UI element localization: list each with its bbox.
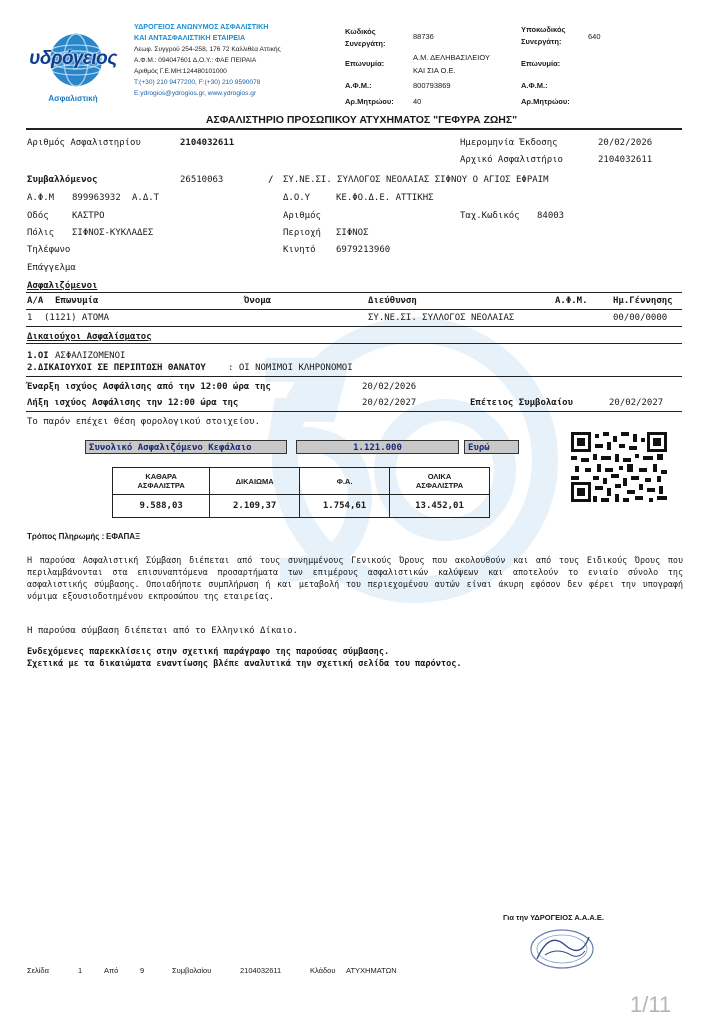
subpartner-code-label: Υποκωδικός Συνεργάτη: (521, 25, 566, 46)
title-divider (26, 128, 682, 130)
insured-heading: Ασφαλιζόμενοι (27, 281, 98, 291)
logo-subtitle: Ασφαλιστική (48, 94, 98, 103)
footer-of-label: Από (104, 966, 119, 975)
insured-row-dob: 00/00/0000 (613, 313, 668, 323)
beneficiary-2-label: 2.ΔΙΚΑΙΟΥΧΟΙ ΣΕ ΠΕΡΙΠΤΩΣΗ ΘΑΝΑΤΟΥ (27, 363, 206, 373)
company-email: E:ydrogios@ydrogios.gr, www.ydrogios.gr (134, 90, 257, 97)
partner-name-value-1: Α.Μ. ΔΕΛΗΒΑΣΙΛΕΙΟΥ (413, 53, 490, 62)
payment-label: Τρόπος Πληρωμής : (27, 532, 105, 541)
premium-value-fee: 2.109,37 (210, 495, 300, 518)
premium-header-total: ΟΛΙΚΑ ΑΣΦΑΛΙΣΤΡΑ (390, 468, 490, 495)
law-paragraph: Η παρούσα σύμβαση διέπεται από το Ελληνικό Δίκαιο. (27, 626, 298, 636)
subpartner-code-value: 640 (588, 32, 601, 41)
start-label: Έναρξη ισχύος Ασφάλισης από την 12:00 ώρα της (27, 382, 271, 392)
premium-header-tax: Φ.Α. (300, 468, 390, 495)
contractor-postal-label: Ταχ.Κωδικός (460, 211, 520, 221)
beneficiaries-heading: Δικαιούχοι Ασφαλίσματος (27, 332, 152, 342)
deviations-note: Ενδεχόμενες παρεκκλίσεις στην σχετική παράγραφο της παρούσας σύμβασης. (27, 647, 390, 657)
subpartner-name-label: Επωνυμία: (521, 59, 561, 68)
objection-rights-note: Σχετικά με τα δικαιώματα εναντίωσης βλέπε αναλυτικά την σχετική σελίδα του παρόντος. (27, 659, 462, 669)
contractor-street-label: Οδός (27, 211, 49, 221)
issue-date-label: Ημερομηνία Έκδοσης (460, 138, 558, 148)
contractor-area-value: ΣΙΦΝΟΣ (336, 228, 369, 238)
premiums-table (112, 467, 490, 518)
contractor-postal-value: 84003 (537, 211, 565, 221)
contractor-phone-label: Τηλέφωνο (27, 245, 71, 255)
insured-header-dob: Ημ.Γέννησης (613, 296, 673, 306)
partner-code-value: 88736 (413, 32, 434, 41)
insured-top-divider (26, 292, 682, 293)
company-phone: T:(+30) 210 9477200, F:(+30) 210 9590078 (134, 79, 261, 86)
terms-paragraph: Η παρούσα Ασφαλιστική Σύμβαση διέπεται από τους συνημμένους Γενικούς Όρους που ακολουθούν και από τους Ειδικούς Όρους που περιλαμβάνονται στα επισυναπτόμενα προσαρτήματα των επιμέρους ασφαλιστικών καλύψεων και αποτελούν το ενιαίο σύνολο της ασφαλιστικής σύμβασης. Οποιαδήποτε συμπλήρωση ή και μεταβολή του περιεχομένου αυτών είναι άκυρη εφόσον δεν φέρει την υπογραφή νόμιμα εξουσιοδοτημένου εκπροσώπου της εταιρείας. (27, 555, 683, 601)
footer-branch-value: ΑΤΥΧΗΜΑΤΩΝ (346, 966, 397, 975)
company-name-1: ΥΔΡΟΓΕΙΟΣ ΑΝΩΝΥΜΟΣ ΑΣΦΑΛΙΣΤΙΚΗ (134, 22, 269, 31)
insured-bottom-divider (26, 326, 682, 327)
premium-value-net: 9.588,03 (113, 495, 210, 518)
company-name-2: ΚΑΙ ΑΝΤΑΣΦΑΛΙΣΤΙΚΗ ΕΤΑΙΡΕΙΑ (134, 33, 246, 42)
contractor-afm-label: Α.Φ.Μ (27, 193, 55, 203)
insured-row-name: (1121) ΑΤΟΜΑ (44, 313, 110, 323)
beneficiary-2-value: : ΟΙ ΝΟΜΙΜΟΙ ΚΛΗΡΟΝΟΜΟΙ (228, 363, 353, 373)
tax-note: Το παρόν επέχει θέση φορολογικού στοιχείου. (27, 417, 260, 427)
capital-label-box: Συνολικό Ασφαλιζόμενο Κεφάλαιο (85, 440, 287, 454)
contractor-city-label: Πόλις (27, 228, 55, 238)
contractor-city-value: ΣΙΦΝΟΣ-ΚΥΚΛΑΔΕΣ (72, 228, 154, 238)
company-logo (28, 28, 118, 106)
contractor-label: Συμβαλλόμενος (27, 175, 98, 185)
footer-contract-value: 2104032611 (240, 966, 282, 975)
footer-branch-label: Κλάδου (310, 966, 336, 975)
period-bottom-divider (26, 411, 682, 412)
company-info (134, 21, 281, 99)
anniversary-value: 20/02/2027 (609, 398, 664, 408)
contractor-name: ΣΥ.ΝΕ.ΣΙ. ΣΥΛΛΟΓΟΣ ΝΕΟΛΑΙΑΣ ΣΙΦΝΟΥ Ο ΑΓΙΟΣ ΕΦΡΑΙΜ (283, 175, 549, 185)
policy-number-value: 2104032611 (180, 138, 235, 148)
viewer-page-indicator: 1/11 (630, 992, 672, 1017)
start-value: 20/02/2026 (362, 382, 417, 392)
partner-name-value-2: ΚΑΙ ΣΙΑ Ο.Ε. (413, 66, 456, 75)
contractor-slash: / (268, 175, 274, 185)
contractor-street-value: ΚΑΣΤΡΟ (72, 211, 105, 221)
footer-page-label: Σελίδα (27, 966, 49, 975)
insured-header-divider (26, 309, 682, 310)
capital-value-box: 1.121.000 (296, 440, 459, 454)
policy-number-label: Αριθμός Ασφαλιστηρίου (27, 138, 141, 148)
premium-value-total: 13.452,01 (390, 495, 490, 518)
insured-row-address: ΣΥ.ΝΕ.ΣΙ. ΣΥΛΛΟΓΟΣ ΝΕΟΛΑΙΑΣ (368, 313, 515, 323)
partner-reg-value: 40 (413, 97, 422, 106)
contractor-job-label: Επάγγελμα (27, 263, 76, 273)
insured-header-first: Όνομα (244, 296, 272, 306)
initial-policy-label: Αρχικό Ασφαλιστήριο (460, 155, 563, 165)
company-stamp-icon (527, 925, 597, 973)
period-top-divider (26, 376, 682, 377)
contractor-number-label: Αριθμός (283, 211, 321, 221)
premium-value-tax: 1.754,61 (300, 495, 390, 518)
contractor-mobile-value: 6979213960 (336, 245, 391, 255)
company-gemi: Αριθμός Γ.Ε.ΜΗ:124480101000 (134, 68, 227, 75)
partner-afm-label: Α.Φ.Μ.: (345, 81, 372, 90)
insured-header-address: Διεύθυνση (368, 296, 417, 306)
contractor-adt-label: Α.Δ.Τ (132, 193, 160, 203)
contractor-mobile-label: Κινητό (283, 245, 316, 255)
footer-contract-label: Συμβολαίου (172, 966, 212, 975)
issue-date-value: 20/02/2026 (598, 138, 653, 148)
footer-of-value: 9 (140, 966, 145, 975)
qr-code-icon (571, 432, 667, 502)
end-value: 20/02/2027 (362, 398, 417, 408)
initial-policy-value: 2104032611 (598, 155, 653, 165)
logo-text: υδρόγειος (29, 48, 117, 69)
footer-page-value: 1 (78, 966, 83, 975)
contractor-doy-value: ΚΕ.ΦΟ.Δ.Ε. ΑΤΤΙΚΗΣ (336, 193, 434, 203)
beneficiaries-divider (26, 343, 682, 344)
partner-afm-value: 800793869 (413, 81, 451, 90)
insured-header-afm: Α.Φ.Μ. (555, 296, 588, 306)
contractor-afm-value: 899963932 (72, 193, 121, 203)
signature-label: Για την ΥΔΡΟΓΕΙΟΣ Α.Α.Α.Ε. (503, 913, 604, 922)
partner-code-label: Κωδικός Συνεργάτη: (345, 27, 386, 48)
insured-header-aa: Α/Α (27, 296, 44, 306)
document-title: ΑΣΦΑΛΙΣΤΗΡΙΟ ΠΡΟΣΩΠΙΚΟΥ ΑΤΥΧΗΜΑΤΟΣ "ΓΕΦΥΡΑ ΖΩΗΣ" (205, 114, 518, 126)
payment-value: ΕΦΑΠΑΞ (106, 532, 141, 541)
company-address: Λεωφ. Συγγρού 254-258, 176 72 Καλλιθέα Αττικής (134, 46, 281, 53)
premium-header-net: ΚΑΘΑΡΑ ΑΣΦΑΛΙΣΤΡΑ (113, 468, 210, 495)
premium-header-fee: ΔΙΚΑΙΩΜΑ (210, 468, 300, 495)
anniversary-label: Επέτειος Συμβολαίου (470, 398, 573, 408)
subpartner-afm-label: Α.Φ.Μ.: (521, 81, 548, 90)
contractor-code: 26510063 (180, 175, 224, 185)
contractor-area-label: Περιοχή (283, 228, 321, 238)
beneficiary-1-value: ΑΣΦΑΛΙΖΟΜΕΝΟΙ (55, 351, 126, 361)
end-label: Λήξη ισχύος Ασφάλισης την 12:00 ώρα της (27, 398, 239, 408)
insured-header-name: Επωνυμία (55, 296, 99, 306)
insured-row-aa: 1 (27, 313, 33, 323)
subpartner-reg-label: Αρ.Μητρώου: (521, 97, 570, 106)
partner-name-label: Επωνυμία: (345, 59, 385, 68)
contractor-doy-label: Δ.Ο.Υ (283, 193, 311, 203)
beneficiary-1-label: 1.ΟΙ (27, 351, 49, 361)
partner-reg-label: Αρ.Μητρώου: (345, 97, 394, 106)
capital-currency-box: Ευρώ (464, 440, 519, 454)
company-afm: Α.Φ.Μ.: 094047601 Δ.Ο.Υ.: ΦΑΕ ΠΕΙΡΑΙΑ (134, 57, 257, 64)
